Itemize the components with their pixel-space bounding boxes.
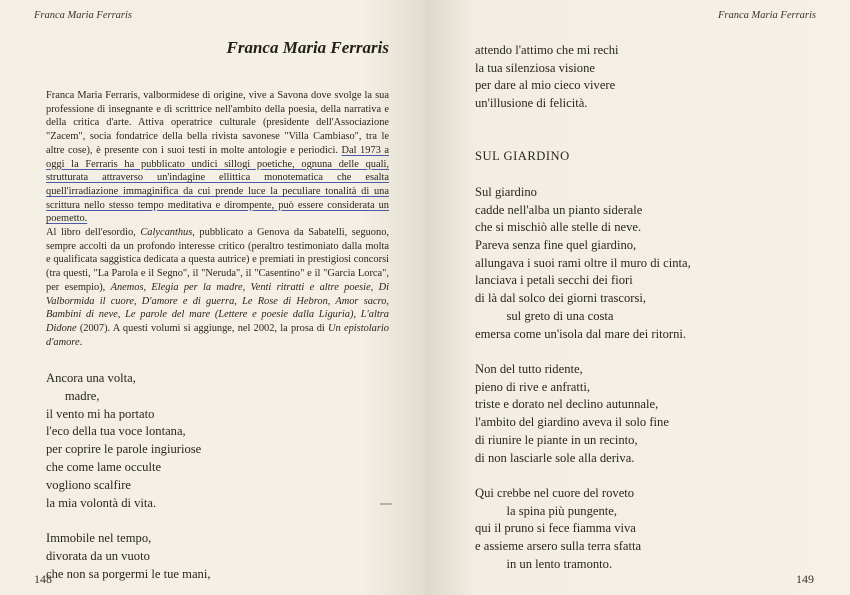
stanza-gap xyxy=(46,512,211,530)
poem-line: Sul giardino xyxy=(475,184,537,199)
poem-line: in un lento tramonto. xyxy=(475,556,613,571)
running-head-right: Franca Maria Ferraris xyxy=(718,10,816,21)
pencil-mark xyxy=(380,503,392,505)
poem-line: Immobile nel tempo, xyxy=(46,531,152,546)
bio-text: . xyxy=(79,336,83,348)
poem-line: lanciava i petali secchi dei fiori xyxy=(475,273,633,288)
poem-line: la mia volontà di vita. xyxy=(46,495,157,510)
running-head-left: Franca Maria Ferraris xyxy=(34,10,132,21)
bio-text: (2007). A questi volumi si aggiunge, nel 2002, la prosa di xyxy=(76,322,329,334)
chapter-title: Franca Maria Ferraris xyxy=(226,38,389,57)
poem-line: l'ambito del giardino aveva il solo fine xyxy=(475,415,669,430)
poem-line: Ancora una volta, xyxy=(46,371,136,385)
poem-line: e assieme arsero sulla terra sfatta xyxy=(475,539,642,554)
poem-stanza xyxy=(475,361,691,467)
poem-line: triste e dorato nel declino autunnale, xyxy=(475,397,659,412)
poem-line: la spina più pungente, xyxy=(475,503,618,518)
book-titles-list: Anemos, Elegia per la madre, Venti ritratti e altre poesie, Di Valbormida il cuore, D'amore e di guerra, Le Rose di Hebron, Amor sacro, Bambini di neve, Le parole del mare (Lettere e poesie dalla Liguria), L'altra Didone xyxy=(46,281,389,334)
poem-line: qui il pruno si fece fiamma viva xyxy=(475,521,636,536)
poem-line: Qui crebbe nel cuore del roveto xyxy=(475,486,635,501)
page-number-right: 149 xyxy=(796,572,814,586)
stanza-gap xyxy=(475,113,691,131)
poem-line: Non del tutto ridente, xyxy=(475,362,583,377)
poem-line: un'illusione di felicità. xyxy=(475,96,588,111)
poem-line: vogliono scalfire xyxy=(46,477,131,492)
book-title: Un epistolario d'amore xyxy=(46,322,389,348)
poem-stanza xyxy=(46,370,211,512)
poem-stanza xyxy=(475,42,691,113)
poem-left xyxy=(46,370,211,584)
poem-line: madre, xyxy=(46,388,100,403)
poem-line: il vento mi ha portato xyxy=(46,406,155,421)
poem-stanza xyxy=(475,184,691,343)
poem-right xyxy=(475,42,691,574)
bio-text: , pubblicato a Genova da Sabatelli, seguono, sempre accolti da un profondo interesse critico (peraltro testimoniato dalla molta e qualificata saggistica dedicata a questa autrice) e premiati in prestigiosi concorsi (tra questi, "La Parola e il Segno", il "Neruda", il "Casentino" e il "Garcia Lorca", per esempio), xyxy=(46,227,389,293)
poem-line: allungava i suoi rami oltre il muro di cinta, xyxy=(475,255,691,270)
stanza-gap xyxy=(475,343,691,361)
right-page xyxy=(425,0,850,595)
poem-line: divorata da un vuoto xyxy=(46,548,150,563)
poem-line: emersa come un'isola dal mare dei ritorni. xyxy=(475,326,687,341)
stanza-gap xyxy=(475,166,691,184)
poem-line: cadde nell'alba un pianto siderale xyxy=(475,202,643,217)
author-biography xyxy=(46,89,389,349)
poem-line: l'eco della tua voce lontana, xyxy=(46,424,186,439)
poem-line: per dare al mio cieco vivere xyxy=(475,78,616,93)
bio-text: Franca Maria Ferraris, valbormidese di origine, vive a Savona dove svolge la sua professione di insegnante e di scrittrice nell'ambito della poesia, della narrativa e della critica d'arte. Attiva operatrice culturale (presidente dell'Associazione "Zacem", socia fondatrice della bella rivista savonese "Villa Cambiaso", tra le altre cose), è presente con i suoi testi in molte antologie e periodici. xyxy=(46,90,389,156)
book-title: Calycanthus xyxy=(140,227,193,239)
stanza-gap xyxy=(475,467,691,485)
poem-stanza xyxy=(46,530,211,583)
poem-line: che non sa porgermi le tue mani, xyxy=(46,566,211,581)
bio-paragraph-2 xyxy=(46,226,389,349)
poem-line: di riunire le piante in un recinto, xyxy=(475,432,638,447)
poem-line: la tua silenziosa visione xyxy=(475,60,595,75)
poem-line: per coprire le parole ingiuriose xyxy=(46,442,202,457)
poem-stanza xyxy=(475,485,691,574)
poem-line: sul greto di una costa xyxy=(475,308,614,323)
poem-title: SUL GIARDINO xyxy=(475,149,570,164)
stanza-gap xyxy=(475,131,691,149)
poem-line: di là dal solco dei giorni trascorsi, xyxy=(475,291,647,306)
page-number-left: 148 xyxy=(34,572,52,586)
poem-line: Pareva senza fine quel giardino, xyxy=(475,238,637,253)
poem-line: che si mischiò alle stelle di neve. xyxy=(475,220,642,235)
bio-paragraph-1 xyxy=(46,89,389,226)
underlined-passage: Dal 1973 a oggi la Ferraris ha pubblicato undici sillogi poetiche, ognuna delle quali, strutturata attraverso un'indagine ellittica monotematica che esalta quell'irradiazione immaginifica da cui prende luce la peculiare tonalità di una scrittura nello stesso tempo meditativa e dirompente, può essere considerata un poemetto. xyxy=(46,144,390,225)
poem-line: che come lame occulte xyxy=(46,459,162,474)
poem-line: pieno di rive e anfratti, xyxy=(475,379,591,394)
poem-line: attendo l'attimo che mi rechi xyxy=(475,43,619,57)
poem-line: di non lasciarle sole alla deriva. xyxy=(475,450,635,465)
bio-text: Al libro dell'esordio, xyxy=(46,227,141,239)
